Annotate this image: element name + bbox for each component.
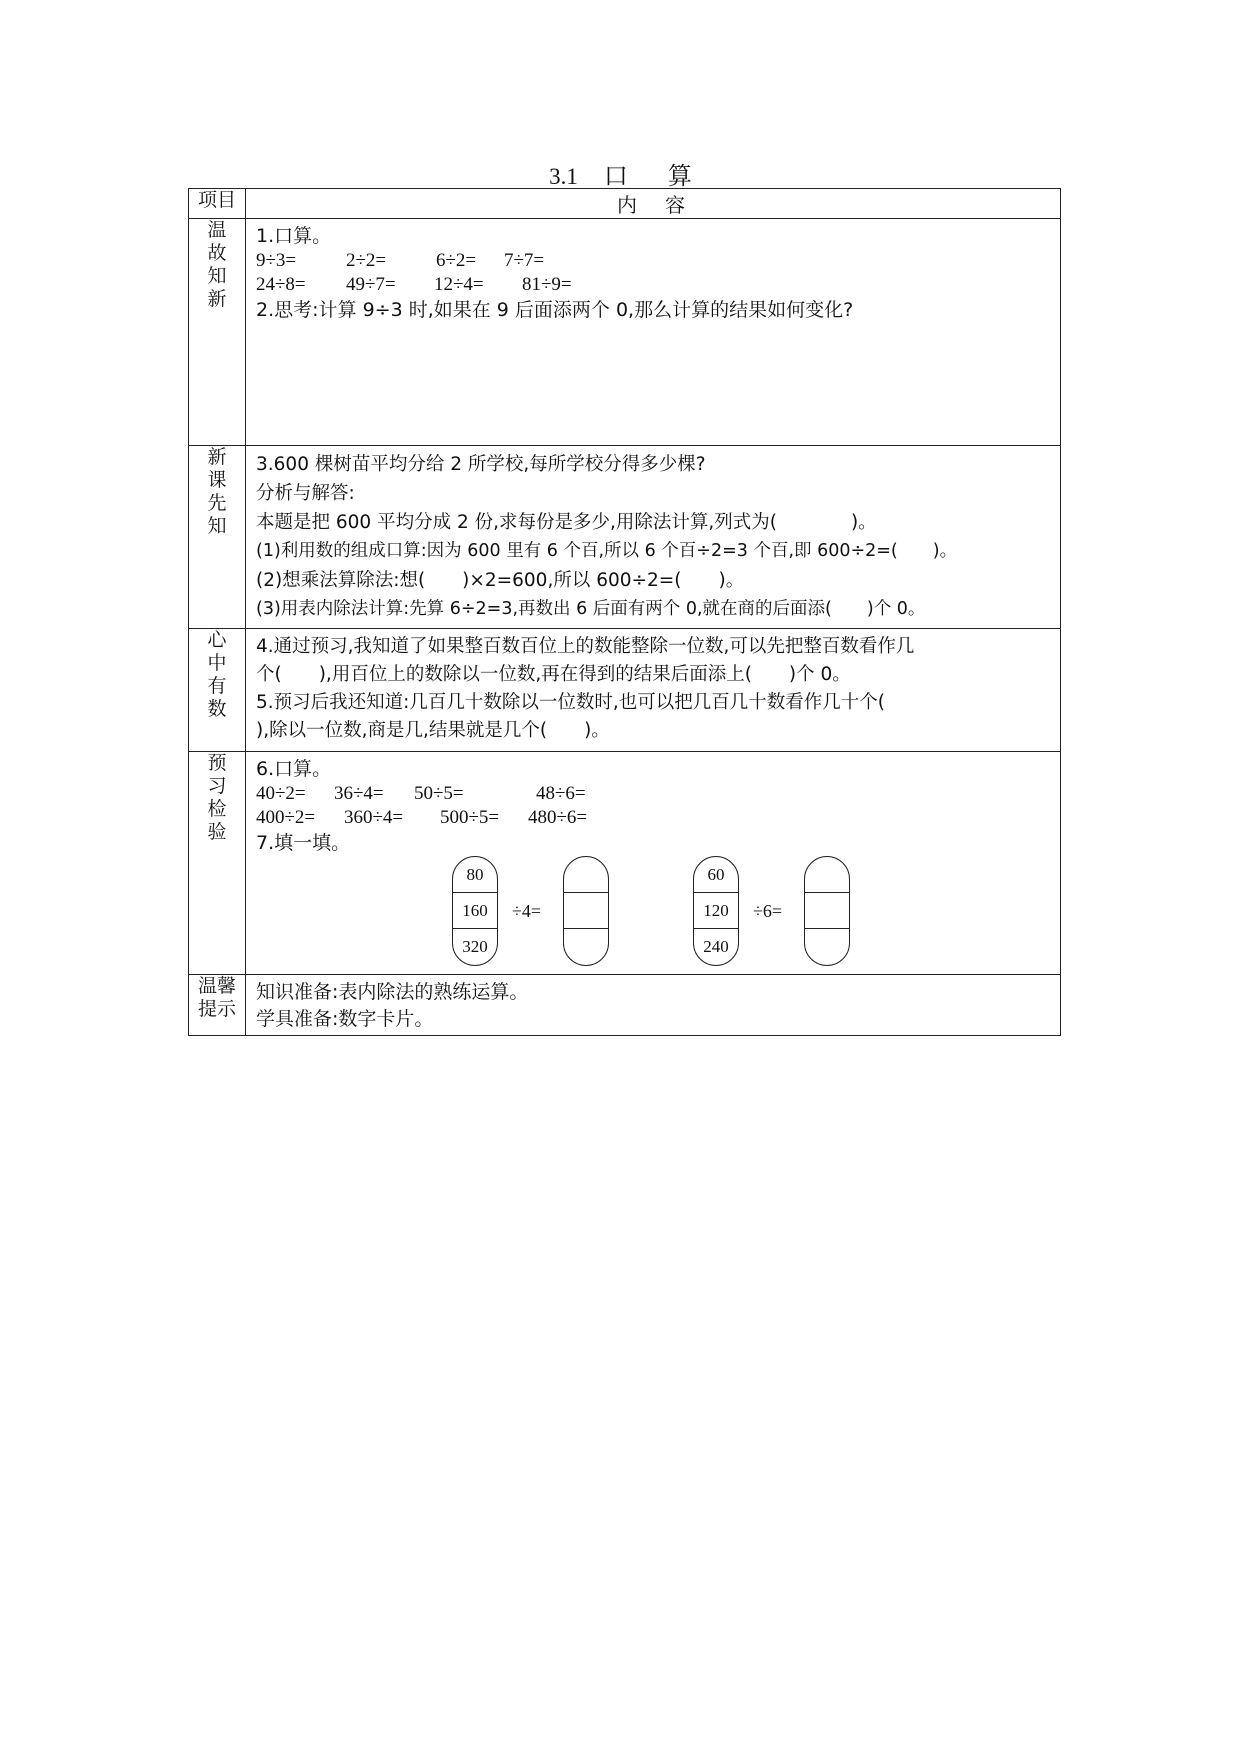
calc-item: 360÷4= (344, 807, 404, 828)
capsule-value: 160 (453, 893, 497, 929)
calc-item: 49÷7= (346, 274, 396, 295)
number-capsule-1 (452, 856, 498, 966)
answer-slot[interactable] (564, 929, 608, 965)
title-number: 3.1 (549, 164, 578, 189)
header-col-content (246, 189, 1061, 219)
calc-item: 36÷4= (334, 783, 384, 804)
calc-item: 9÷3= (256, 250, 297, 271)
section-check-label (189, 752, 246, 975)
answer-slot[interactable] (805, 929, 849, 965)
question-2: 2.思考:计算 9÷3 时,如果在 9 后面添两个 0,那么计算的结果如何变化? (256, 299, 854, 321)
summary-line-2: 个( ),用百位上的数除以一位数,再在得到的结果后面添上( )个 0。 (256, 664, 851, 685)
operator-label: ÷6= (753, 901, 783, 921)
section-review-label (189, 219, 246, 446)
label-char: 新 (207, 288, 227, 310)
label-char: 知 (207, 265, 227, 287)
calc-item: 400÷2= (256, 807, 316, 828)
label-char: 习 (207, 775, 227, 797)
title-part-1: 口 (603, 162, 628, 190)
question-1: 1.口算。 (256, 225, 332, 247)
summary-line-4: ),除以一位数,商是几,结果就是几个( )。 (256, 720, 610, 741)
section-tips-label (189, 975, 246, 1036)
number-capsule-2 (693, 856, 739, 966)
capsule-value: 320 (462, 937, 488, 956)
title-part-2: 算 (667, 162, 692, 190)
label-char: 检 (207, 798, 227, 820)
summary-line-1: 4.通过预习,我知道了如果整百数百位上的数能整除一位数,可以先把整百数看作几 (256, 636, 915, 657)
label-char: 先 (207, 492, 227, 514)
analysis-line-1: 本题是把 600 平均分成 2 份,求每份是多少,用除法计算,列式为( )。 (256, 512, 877, 533)
answer-capsule-2[interactable] (804, 856, 850, 966)
calc-item: 7÷7= (504, 250, 545, 271)
label-line: 温馨 (197, 975, 236, 997)
answer-slot[interactable] (564, 893, 608, 929)
label-char: 知 (207, 515, 227, 537)
section-summary (189, 629, 1061, 752)
analysis-line-3: (2)想乘法算除法:想( )×2=600,所以 600÷2=( )。 (256, 570, 745, 591)
calc-row-4 (256, 806, 1050, 830)
page-title (0, 156, 1241, 191)
analysis-heading: 分析与解答: (256, 483, 355, 504)
label-char: 课 (207, 469, 227, 491)
worksheet-table (188, 188, 1061, 1036)
calc-row-1 (256, 249, 1050, 273)
answer-slot[interactable] (805, 893, 849, 929)
section-preview-content (246, 446, 1061, 629)
label-char: 中 (207, 652, 227, 674)
section-preview-label (189, 446, 246, 629)
calc-item: 48÷6= (536, 783, 586, 804)
calc-item: 12÷4= (434, 274, 484, 295)
header-content-label: 内 容 (617, 193, 689, 217)
label-char: 有 (207, 675, 227, 697)
section-check-content (246, 752, 1061, 975)
label-line: 提示 (197, 998, 236, 1020)
section-preview (189, 446, 1061, 629)
calc-row-3 (256, 782, 1050, 806)
label-char: 验 (207, 821, 227, 843)
calc-item: 6÷2= (436, 250, 477, 271)
summary-line-3: 5.预习后我还知道:几百几十数除以一位数时,也可以把几百几十数看作几十个( (256, 692, 885, 713)
section-tips-content (246, 975, 1061, 1036)
calc-item: 81÷9= (522, 274, 572, 295)
calc-item: 2÷2= (346, 250, 387, 271)
analysis-line-2: (1)利用数的组成口算:因为 600 里有 6 个百,所以 6 个百÷2=3 个百,即 600÷2=( )。 (256, 541, 958, 561)
calc-item: 24÷8= (256, 274, 306, 295)
label-char: 心 (207, 629, 227, 651)
answer-capsule-1[interactable] (563, 856, 609, 966)
calc-item: 50÷5= (414, 783, 464, 804)
fill-in-figure (256, 856, 1050, 974)
calc-row-2 (256, 273, 1050, 297)
question-3: 3.600 棵树苗平均分给 2 所学校,每所学校分得多少棵? (256, 454, 706, 475)
section-summary-content (246, 629, 1061, 752)
label-char: 新 (207, 446, 227, 468)
section-review (189, 219, 1061, 446)
label-char: 预 (207, 752, 227, 774)
analysis-line-4: (3)用表内除法计算:先算 6÷2=3,再数出 6 后面有两个 0,就在商的后面添( )个 0。 (256, 599, 926, 619)
capsule-value: 80 (453, 857, 497, 893)
tip-line-1: 知识准备:表内除法的熟练运算。 (256, 981, 529, 1003)
question-6: 6.口算。 (256, 758, 332, 780)
header-row (189, 189, 1061, 219)
calc-item: 40÷2= (256, 783, 306, 804)
answer-slot[interactable] (805, 857, 849, 893)
label-char: 故 (207, 242, 227, 264)
label-char: 数 (207, 698, 227, 720)
section-tips (189, 975, 1061, 1036)
calc-item: 480÷6= (528, 807, 588, 828)
label-char: 温 (207, 219, 227, 241)
capsule-value: 60 (694, 857, 738, 893)
tip-line-2: 学具准备:数字卡片。 (256, 1008, 434, 1030)
question-7: 7.填一填。 (256, 832, 351, 854)
section-summary-label (189, 629, 246, 752)
capsule-value: 240 (703, 937, 729, 956)
section-check (189, 752, 1061, 975)
section-review-content (246, 219, 1061, 446)
capsule-value: 120 (694, 893, 738, 929)
header-col-item: 项目 (189, 189, 246, 219)
answer-slot[interactable] (564, 857, 608, 893)
operator-label: ÷4= (512, 901, 542, 921)
calc-item: 500÷5= (440, 807, 500, 828)
